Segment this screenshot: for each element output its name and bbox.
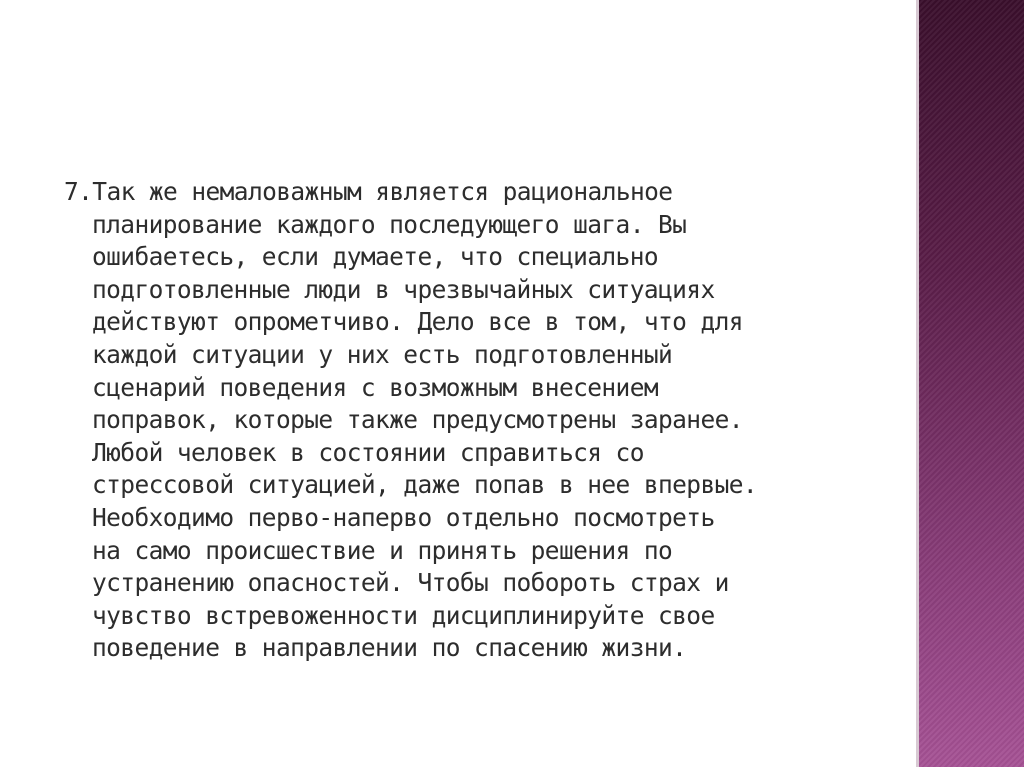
decorative-side-band <box>916 0 1024 767</box>
side-band-edge <box>916 0 919 767</box>
slide-paragraph: 7.Так же немаловажным является рациональное планирование каждого последующего шага. Вы ошибаетесь, если думаете, что специально подготовленные люди в чрезвычайных ситуациях действуют опрометчиво. Дело все в том, что для каждой ситуации у них есть подготовленный сценарий поведения с возможным внесением поправок, которые также предусмотрены заранее. Любой человек в состоянии справиться со стрессовой ситуацией, даже попав в нее впервые. Необходимо перво-наперво отдельно посмотреть на само происшествие и принять решения по устранению опасностей. Чтобы побороть страх и чувство встревоженности дисциплинируйте свое поведение в направлении по спасению жизни. <box>64 177 758 663</box>
